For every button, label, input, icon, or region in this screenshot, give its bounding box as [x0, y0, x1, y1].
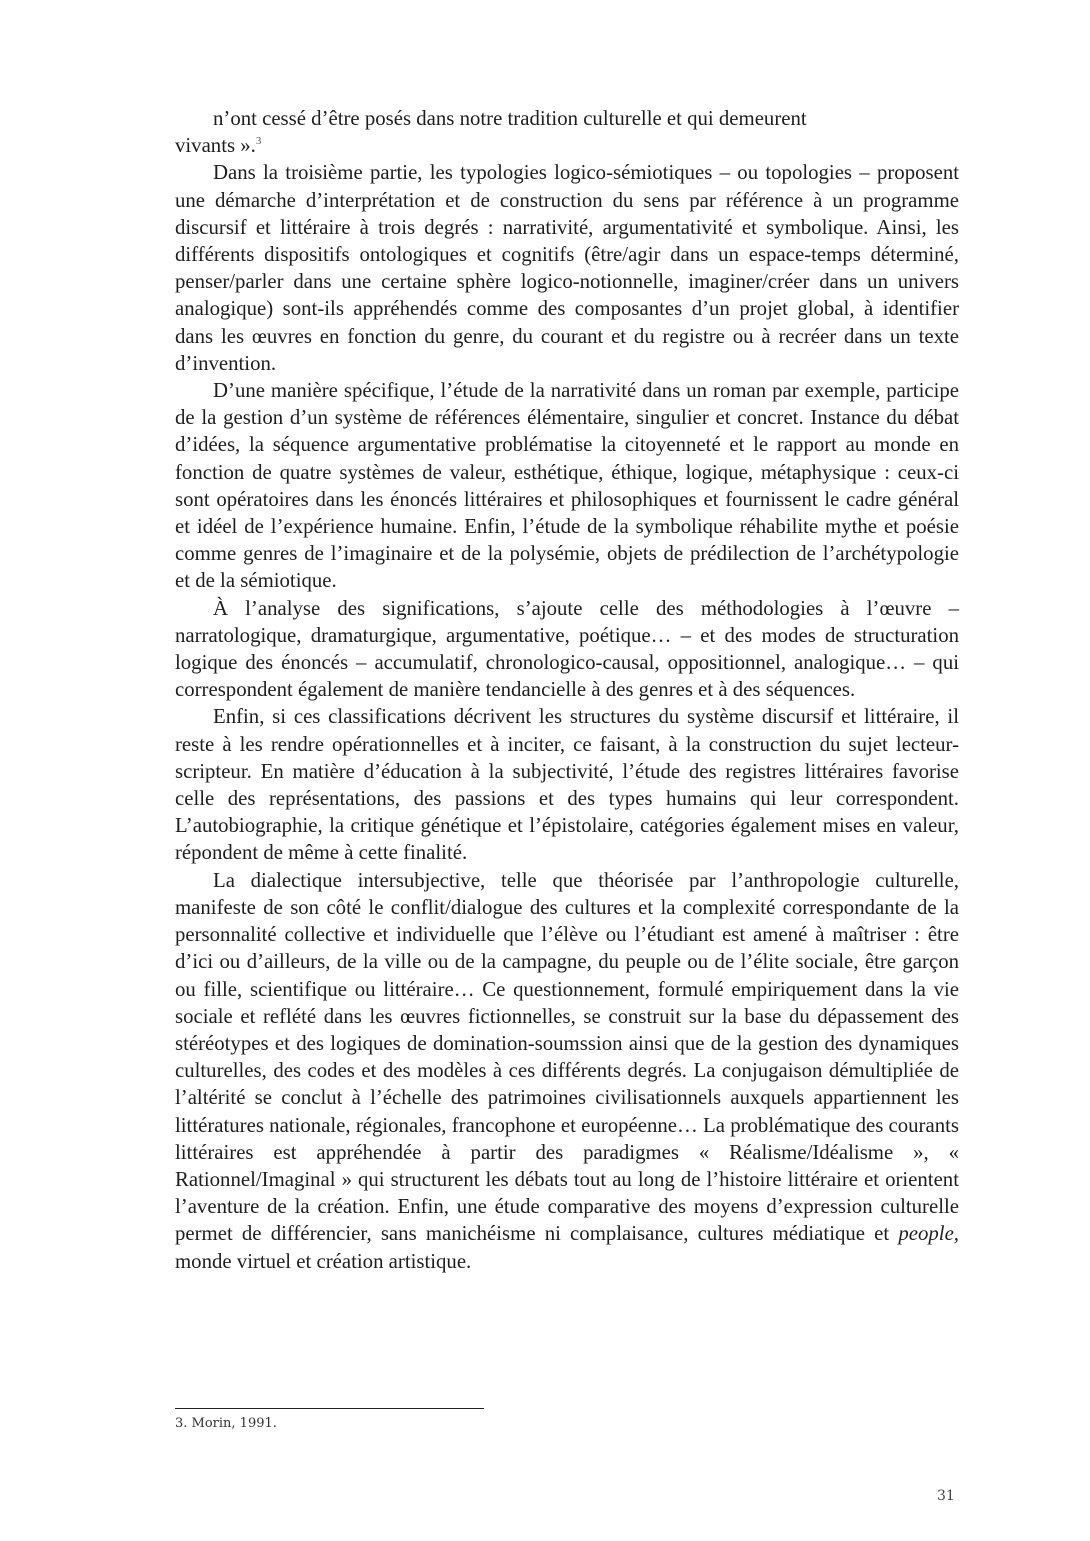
- paragraph-2: D’une manière spécifique, l’étude de la narrativité dans un roman par exemple, participe de la gestion d’un système de références élémentaire, singulier et concret. Instance du débat d’idées, la séquence argumentative problématise la citoyenneté et le rapport au monde en fonction de quatre systèmes de valeur, esthétique, éthique, logique, métaphysique : ceux-ci sont opératoires dans les énoncés littéraires et philosophiques et fournissent le cadre général et idéel de l’expérience humaine. Enfin, l’étude de la symbolique réhabilite mythe et poésie comme genres de l’imaginaire et de la polysémie, objets de prédilection de l’archétypologie et de la sémiotique.: [175, 379, 959, 593]
- quote-line-2: vivants ».: [175, 134, 256, 158]
- footnote: 3. Morin, 1991.: [175, 1416, 277, 1431]
- paragraph-1: Dans la troisième partie, les typologies logico-sémiotiques – ou topologies – proposent une démarche d’interprétation et de construction du sens par référence à un programme discursif et littéraire à trois degrés : narrativité, argumentativité et symbolique. Ainsi, les différents dispositifs ontologiques et cognitifs (être/agir dans un espace-temps déterminé, penser/parler dans une certaine sphère logico-notionnelle, imaginer/créer dans un univers analogique) sont-ils appréhendés comme des composantes d’un projet global, à identifier dans les œuvres en fonction du genre, du courant et du registre ou à recréer dans un texte d’invention.: [175, 161, 959, 375]
- paragraph-5-end: monde virtuel et création artistique.: [175, 1249, 472, 1273]
- footnote-reference[interactable]: 3: [255, 135, 262, 148]
- page-number: 31: [937, 1488, 955, 1504]
- quote-line-1: n’ont cessé d’être posés dans notre tradition culturelle et qui demeurent: [213, 107, 807, 130]
- paragraph-5-text: La dialectique intersubjective, telle que théorisée par l’anthropologie culturelle, manifeste de son côté le conflit/dialogue des cultures et la complexité correspondante de la personnalité collective et individuelle que l’élève ou l’étudiant est amené à maîtriser : être d’ici ou d’ailleurs, de la ville ou de la campagne, du peuple ou de l’élite sociale, être garçon ou fille, scientifique ou littéraire… Ce questionnement, formulé empiriquement dans la vie sociale et reflété dans les œuvres fictionnelles, se construit sur la base du dépassement des stéréotypes et des logiques de domination-soumssion ainsi que de la gestion des dynamiques culturelles, des codes et des modèles à ces différents degrés. La conjugaison démultipliée de l’altérité se conclut à l’échelle des patrimoines civilisationnels auxquels appartiennent les littératures nationale, régionales, francophone et européenne… La problématique des courants littéraires est appréhendée à partir des paradigmes « Réalisme/Idéalisme », « Rationnel/Imaginal » qui structurent les débats tout au long de l’histoire littéraire et orientent l’aventure de la création. Enfin, une étude comparative des moyens d’expression culturelle permet de différencier, sans manichéisme ni complaisance, cultures médiatique et: [175, 868, 959, 1246]
- block-quote-end: [175, 105, 959, 159]
- paragraph-5: [175, 867, 959, 1275]
- footnote-separator: [175, 1408, 484, 1409]
- paragraph-3: À l’analyse des significations, s’ajoute celle des méthodologies à l’œuvre – narratologique, dramaturgique, argumentative, poétique… – et des modes de structuration logique des énoncés – accumulatif, chronologico-causal, oppositionnel, analogique… – qui correspondent également de manière tendancielle à des genres et à des séquences.: [175, 596, 959, 702]
- italic-term: people,: [898, 1222, 959, 1246]
- paragraph-4: Enfin, si ces classifications décrivent les structures du système discursif et littéraire, il reste à les rendre opérationnelles et à inciter, ce faisant, à la construction du sujet lecteur-scripteur. En matière d’éducation à la subjectivité, l’étude des registres littéraires favorise celle des représentations, des passions et des types humains qui leur correspondent. L’autobiographie, la critique génétique et l’épistolaire, catégories également mises en valeur, répondent de même à cette finalité.: [175, 705, 959, 865]
- main-text: [175, 105, 959, 1275]
